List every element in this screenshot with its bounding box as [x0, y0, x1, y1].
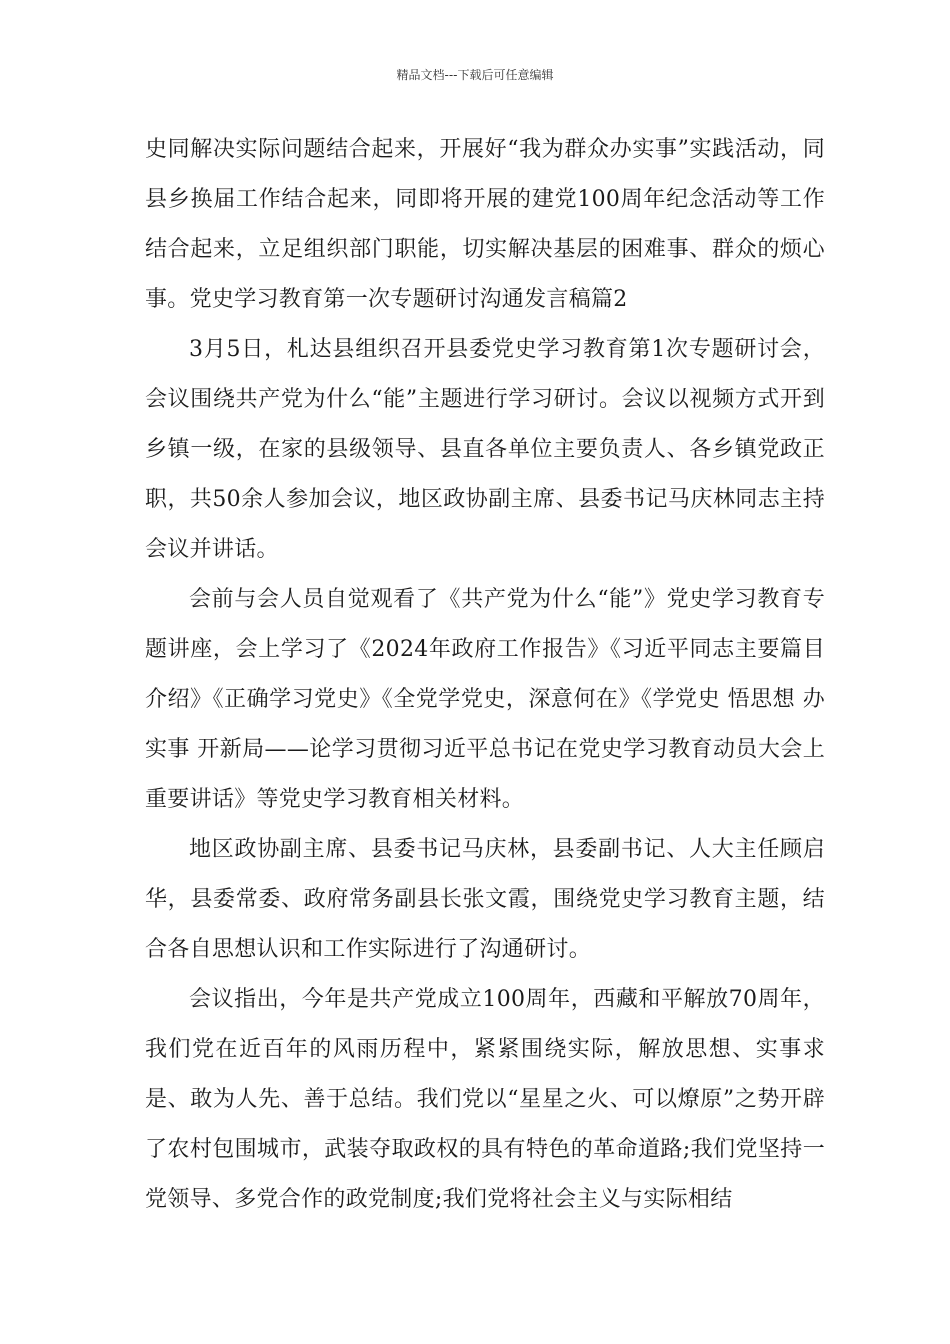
paragraph-3: 会前与会人员自觉观看了《共产党为什么“能”》党史学习教育专题讲座，会上学习了《2024年政府工作报告》《习近平同志主要篇目介绍》《正确学习党史》《全党学党史，深意何在》《学党史 悟思想 办实事 开新局——论学习贯彻习近平总书记在党史学习教育动员大会上重要讲话》等党史学习教育相关材料。	[145, 587, 825, 812]
document-body	[145, 125, 825, 1225]
page-header: 精品文档---下载后可任意编辑	[396, 68, 554, 82]
paragraph-5: 会议指出，今年是共产党成立100周年，西藏和平解放70周年，我们党在近百年的风雨历程中，紧紧围绕实际，解放思想、实事求是、敢为人先、善于总结。我们党以“星星之火、可以燎原”之势开辟了农村包围城市，武装夺取政权的具有特色的革命道路;我们党坚持一党领导、多党合作的政党制度;我们党将社会主义与实际相结	[145, 987, 825, 1212]
paragraph-1: 史同解决实际问题结合起来，开展好“我为群众办实事”实践活动，同县乡换届工作结合起来，同即将开展的建党100周年纪念活动等工作结合起来，立足组织部门职能，切实解决基层的困难事、群众的烦心事。党史学习教育第一次专题研讨沟通发言稿篇2	[145, 137, 825, 312]
paragraph-4: 地区政协副主席、县委书记马庆林，县委副书记、人大主任顾启华，县委常委、政府常务副县长张文霞，围绕党史学习教育主题，结合各自思想认识和工作实际进行了沟通研讨。	[145, 837, 825, 962]
paragraph-2: 3月5日，札达县组织召开县委党史学习教育第1次专题研讨会，会议围绕共产党为什么“能”主题进行学习研讨。会议以视频方式开到乡镇一级，在家的县级领导、县直各单位主要负责人、各乡镇党政正职，共50余人参加会议，地区政协副主席、县委书记马庆林同志主持会议并讲话。	[145, 337, 825, 562]
